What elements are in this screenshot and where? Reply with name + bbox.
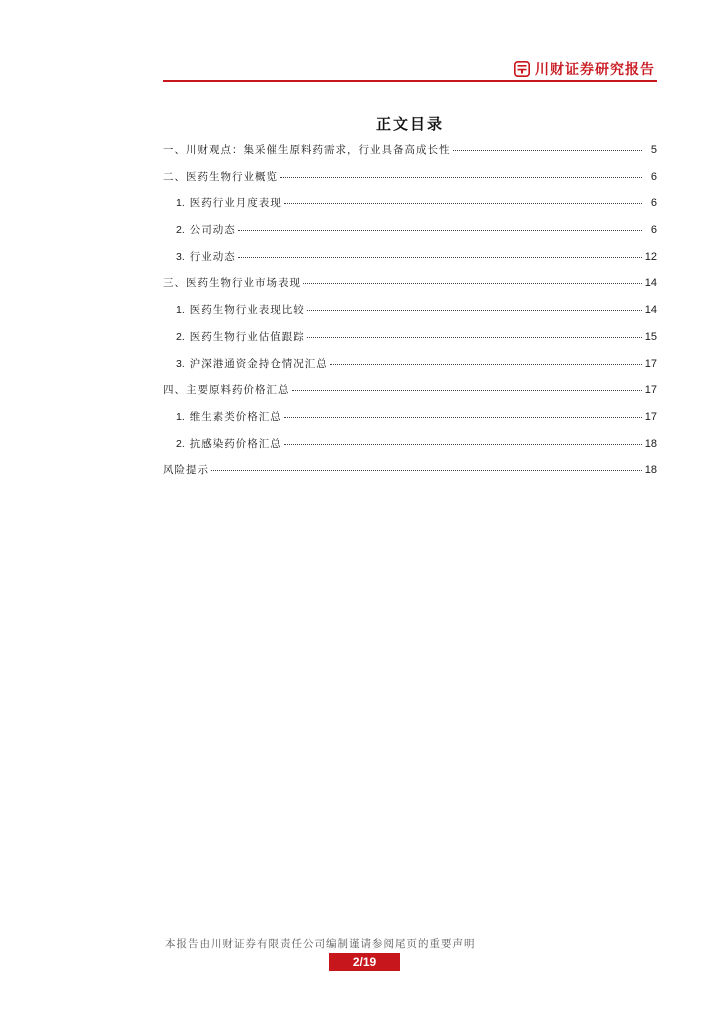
page-number-badge: 2/19 bbox=[329, 953, 400, 971]
chuancai-logo-icon bbox=[514, 61, 530, 77]
toc-entry-page: 6 bbox=[650, 197, 657, 210]
toc-entry-number: 3. bbox=[176, 357, 185, 370]
toc-entry-title: 行业动态 bbox=[189, 250, 236, 263]
toc-entry[interactable] bbox=[163, 356, 657, 383]
toc-dot-leader bbox=[284, 444, 642, 445]
toc-dot-leader bbox=[284, 203, 642, 204]
toc-entry[interactable] bbox=[163, 462, 657, 489]
toc-entry-title: 四、主要原料药价格汇总 bbox=[163, 384, 290, 397]
toc-dot-leader bbox=[330, 364, 642, 365]
toc-entry[interactable] bbox=[163, 195, 657, 222]
table-of-contents bbox=[163, 142, 657, 489]
toc-entry[interactable] bbox=[163, 409, 657, 436]
toc-entry[interactable] bbox=[163, 302, 657, 329]
toc-entry-title: 二、医药生物行业概览 bbox=[163, 170, 278, 183]
toc-entry-title: 公司动态 bbox=[189, 224, 236, 237]
toc-entry-page: 14 bbox=[644, 304, 657, 317]
toc-entry[interactable] bbox=[163, 329, 657, 356]
toc-entry-title: 风险提示 bbox=[163, 464, 209, 477]
toc-dot-leader bbox=[307, 337, 642, 338]
toc-entry[interactable] bbox=[163, 436, 657, 463]
header-brand bbox=[514, 59, 655, 79]
toc-entry[interactable] bbox=[163, 142, 657, 169]
toc-entry-title: 维生素类价格汇总 bbox=[189, 410, 282, 423]
toc-entry[interactable] bbox=[163, 249, 657, 276]
toc-entry-number: 2. bbox=[176, 224, 185, 237]
header-rule bbox=[163, 80, 657, 82]
toc-entry-page: 18 bbox=[644, 464, 657, 477]
toc-entry-page: 14 bbox=[644, 277, 657, 290]
toc-entry[interactable] bbox=[163, 169, 657, 196]
toc-entry-page: 18 bbox=[644, 437, 657, 450]
toc-entry-title: 抗感染药价格汇总 bbox=[189, 437, 282, 450]
footer-disclaimer-text: 本报告由川财证券有限责任公司编制谨请参阅尾页的重要声明 bbox=[165, 938, 476, 950]
toc-entry-page: 17 bbox=[644, 357, 657, 370]
toc-entry-number: 2. bbox=[176, 437, 185, 450]
toc-entry-page: 12 bbox=[644, 250, 657, 263]
toc-entry-page: 6 bbox=[650, 170, 657, 183]
toc-entry-title: 医药生物行业表现比较 bbox=[189, 304, 305, 317]
report-header bbox=[163, 56, 657, 82]
toc-entry-page: 17 bbox=[644, 384, 657, 397]
toc-dot-leader bbox=[238, 230, 642, 231]
toc-dot-leader bbox=[211, 470, 642, 471]
toc-entry[interactable] bbox=[163, 222, 657, 249]
toc-entry-number: 3. bbox=[176, 250, 185, 263]
toc-entry-number: 1. bbox=[176, 304, 185, 317]
toc-entry-title: 三、医药生物行业市场表现 bbox=[163, 277, 301, 290]
toc-dot-leader bbox=[307, 310, 642, 311]
header-title: 川财证券研究报告 bbox=[535, 62, 655, 78]
toc-dot-leader bbox=[303, 283, 642, 284]
toc-dot-leader bbox=[238, 257, 642, 258]
footer-disclaimer bbox=[163, 936, 657, 951]
toc-entry-title: 医药生物行业估值跟踪 bbox=[189, 330, 305, 343]
toc-dot-leader bbox=[284, 417, 642, 418]
toc-dot-leader bbox=[280, 177, 642, 178]
toc-entry[interactable] bbox=[163, 382, 657, 409]
toc-entry[interactable] bbox=[163, 275, 657, 302]
toc-dot-leader bbox=[292, 390, 642, 391]
toc-entry-page: 5 bbox=[650, 144, 657, 156]
toc-entry-page: 17 bbox=[644, 410, 657, 423]
toc-entry-title: 一、川财观点：集采催生原料药需求，行业具备高成长性 bbox=[163, 144, 451, 156]
toc-entry-title: 沪深港通资金持仓情况汇总 bbox=[189, 357, 328, 370]
toc-entry-page: 15 bbox=[644, 330, 657, 343]
toc-entry-title: 医药行业月度表现 bbox=[189, 197, 282, 210]
toc-entry-page: 6 bbox=[650, 224, 657, 237]
toc-entry-number: 1. bbox=[176, 197, 185, 210]
toc-title: 正文目录 bbox=[375, 115, 444, 133]
toc-entry-number: 1. bbox=[176, 410, 185, 423]
toc-entry-number: 2. bbox=[176, 330, 185, 343]
toc-dot-leader bbox=[453, 150, 643, 151]
